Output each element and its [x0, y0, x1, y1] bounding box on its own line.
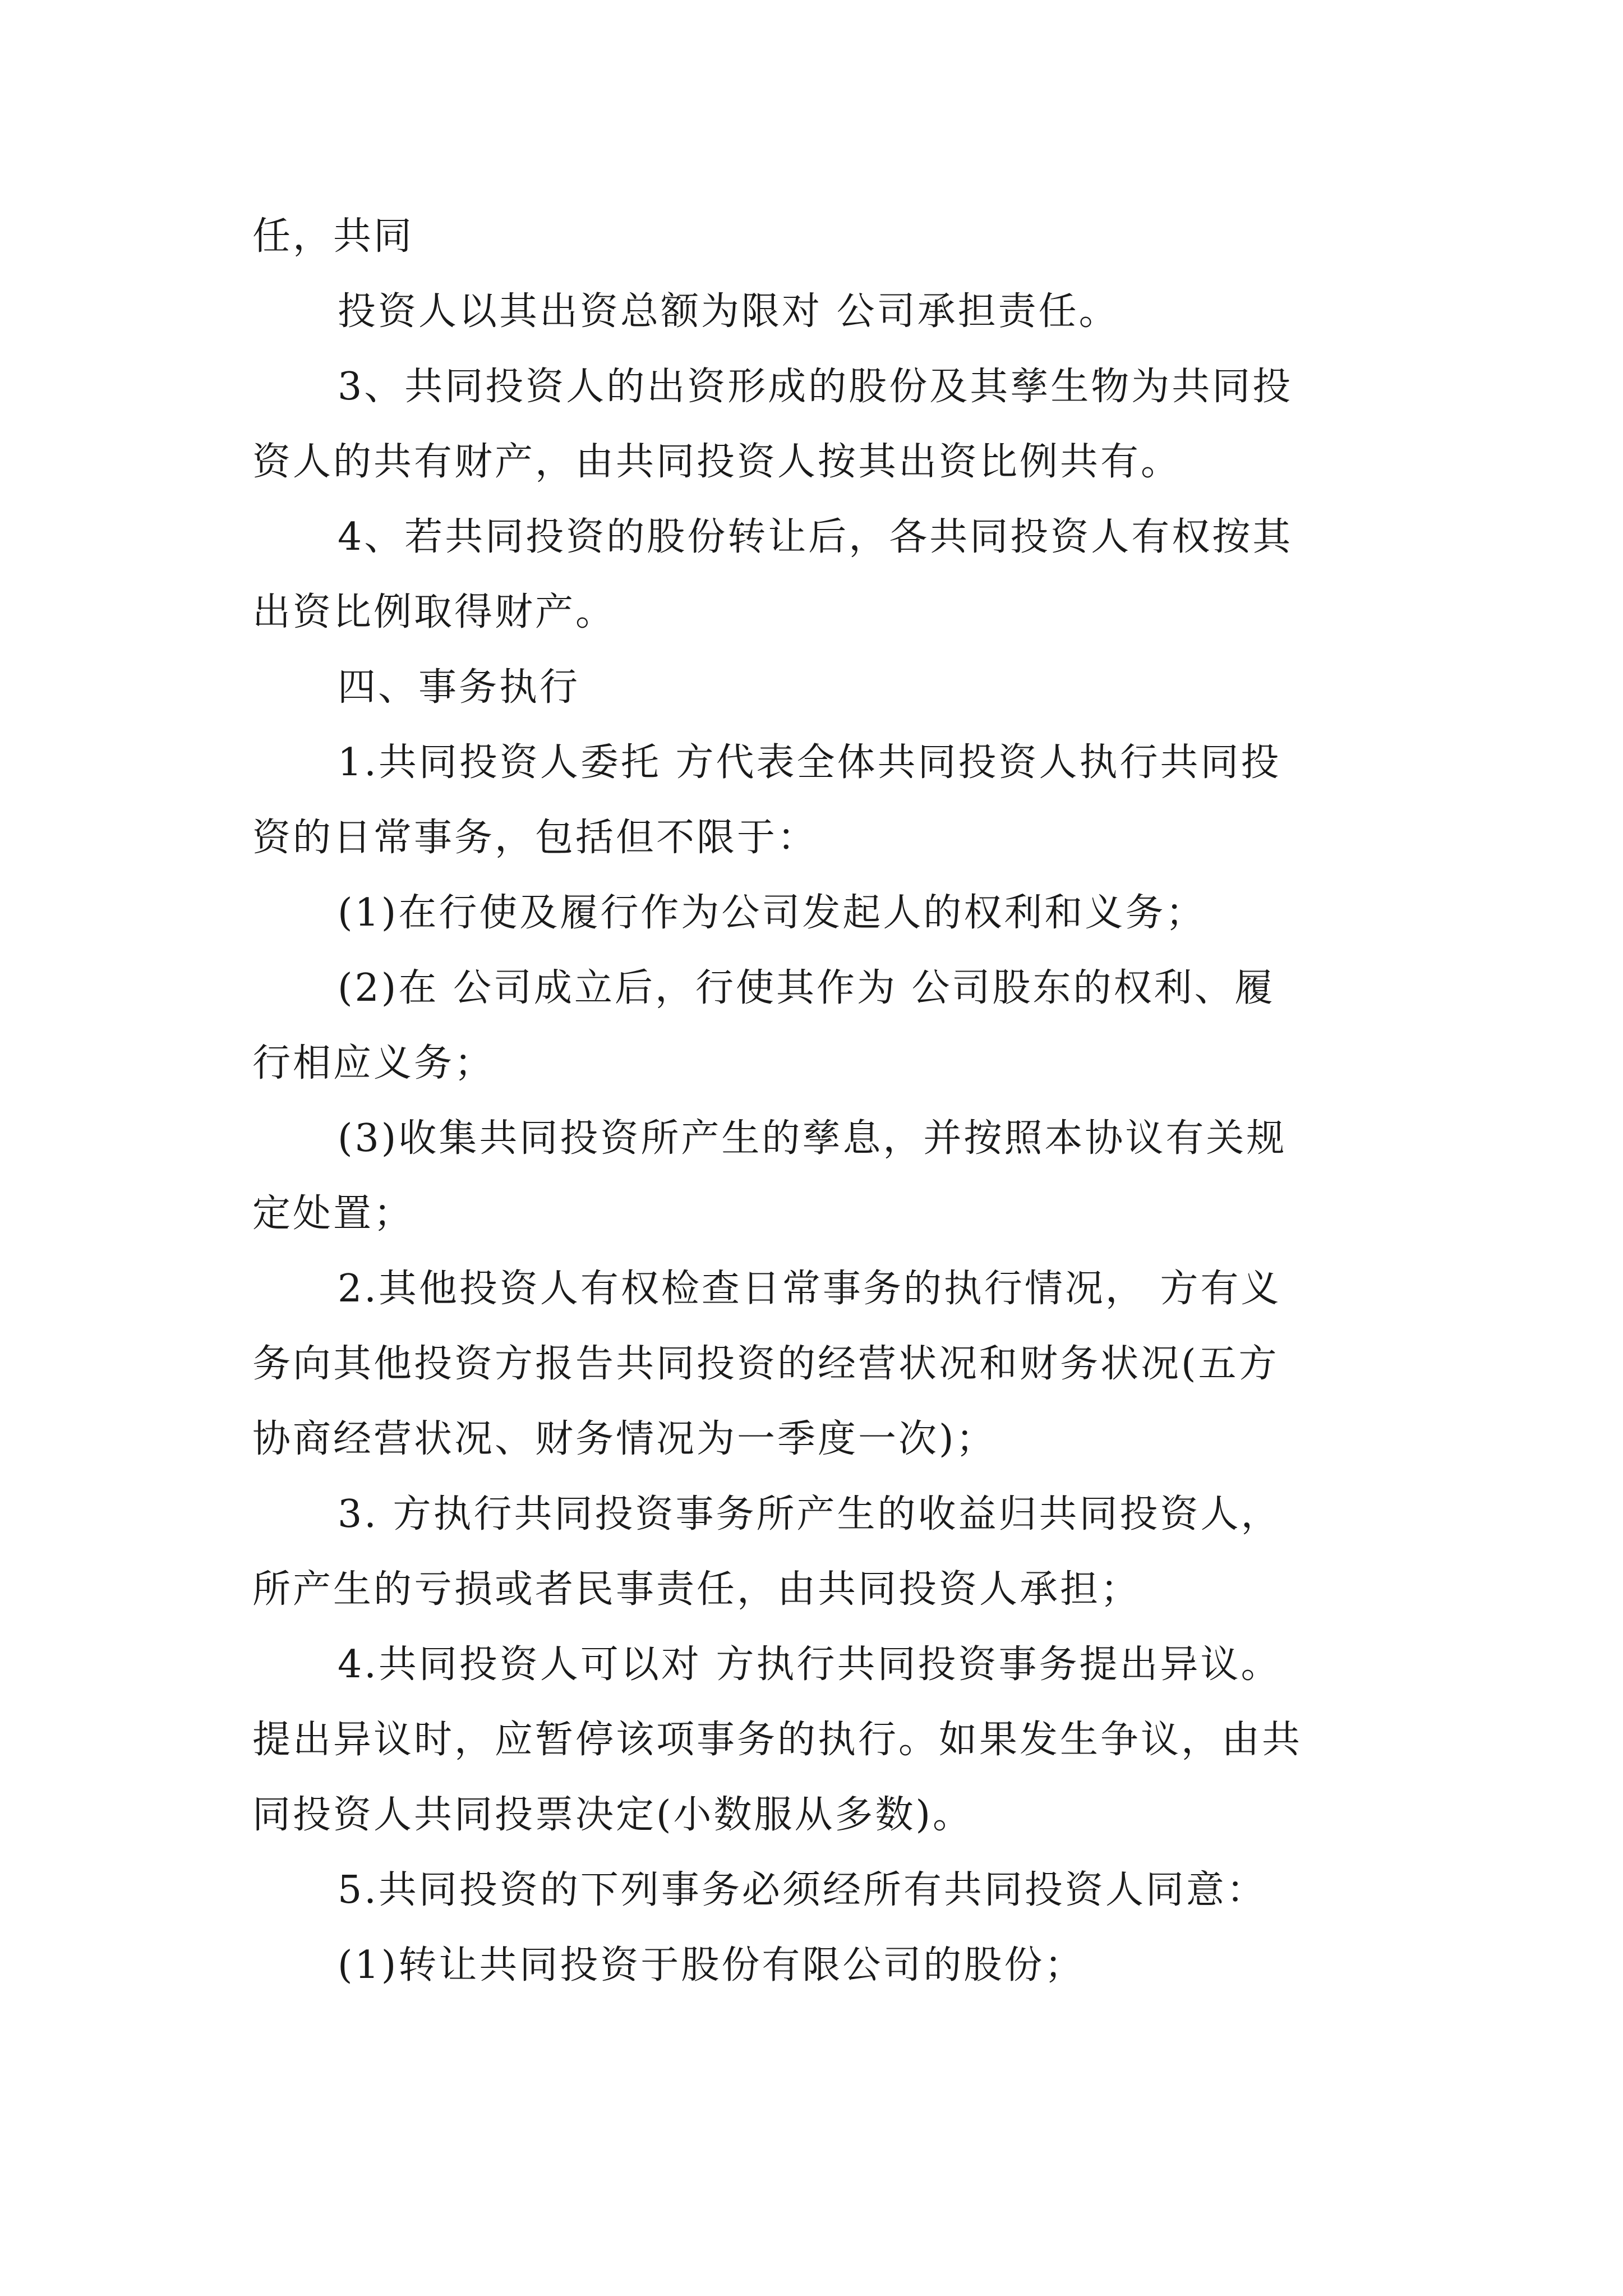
document-line: 定处置；: [252, 1191, 414, 1236]
document-line: 资的日常事务，包括但不限于：: [252, 816, 818, 860]
document-line: 所产生的亏损或者民事责任，由共同投资人承担；: [252, 1567, 1141, 1612]
document-line: 四、事务执行: [338, 665, 580, 710]
document-line: 1.共同投资人委托 方代表全体共同投资人执行共同投: [338, 740, 1281, 785]
document-line: (1)在行使及履行作为公司发起人的权利和义务；: [338, 891, 1206, 935]
document-line: 3. 方执行共同投资事务所产生的收益归共同投资人，: [338, 1492, 1281, 1536]
document-body: [252, 199, 1380, 2003]
document-line: 5.共同投资的下列事务必须经所有共同投资人同意：: [338, 1868, 1267, 1912]
document-line: 提出异议时，应暂停该项事务的执行。如果发生争议，由共: [252, 1718, 1303, 1762]
document-line: 协商经营状况、财务情况为一季度一次)；: [252, 1417, 997, 1461]
document-line: (1)转让共同投资于股份有限公司的股份；: [338, 1943, 1085, 1987]
document-line: 投资人以其出资总额为限对 公司承担责任。: [338, 289, 1119, 334]
document-line: 3、共同投资人的出资形成的股份及其孳生物为共同投: [338, 365, 1293, 409]
document-line: 同投资人共同投票决定(小数服从多数)。: [252, 1793, 974, 1837]
document-line: (3)收集共同投资所产生的孳息，并按照本协议有关规: [338, 1116, 1287, 1161]
document-line: 4、若共同投资的股份转让后，各共同投资人有权按其: [338, 515, 1293, 559]
document-line: 行相应义务；: [252, 1041, 495, 1085]
document-line: 4.共同投资人可以对 方执行共同投资事务提出异议。: [338, 1642, 1281, 1687]
document-line: 2.其他投资人有权检查日常事务的执行情况， 方有义: [338, 1267, 1281, 1311]
document-line: 出资比例取得财产。: [252, 590, 616, 634]
document-line: (2)在 公司成立后，行使其作为 公司股东的权利、履: [338, 966, 1275, 1010]
document-line: 任，共同: [252, 214, 414, 259]
document-line: 务向其他投资方报告共同投资的经营状况和财务状况(五方: [252, 1342, 1279, 1386]
document-line: 资人的共有财产，由共同投资人按其出资比例共有。: [252, 440, 1182, 484]
